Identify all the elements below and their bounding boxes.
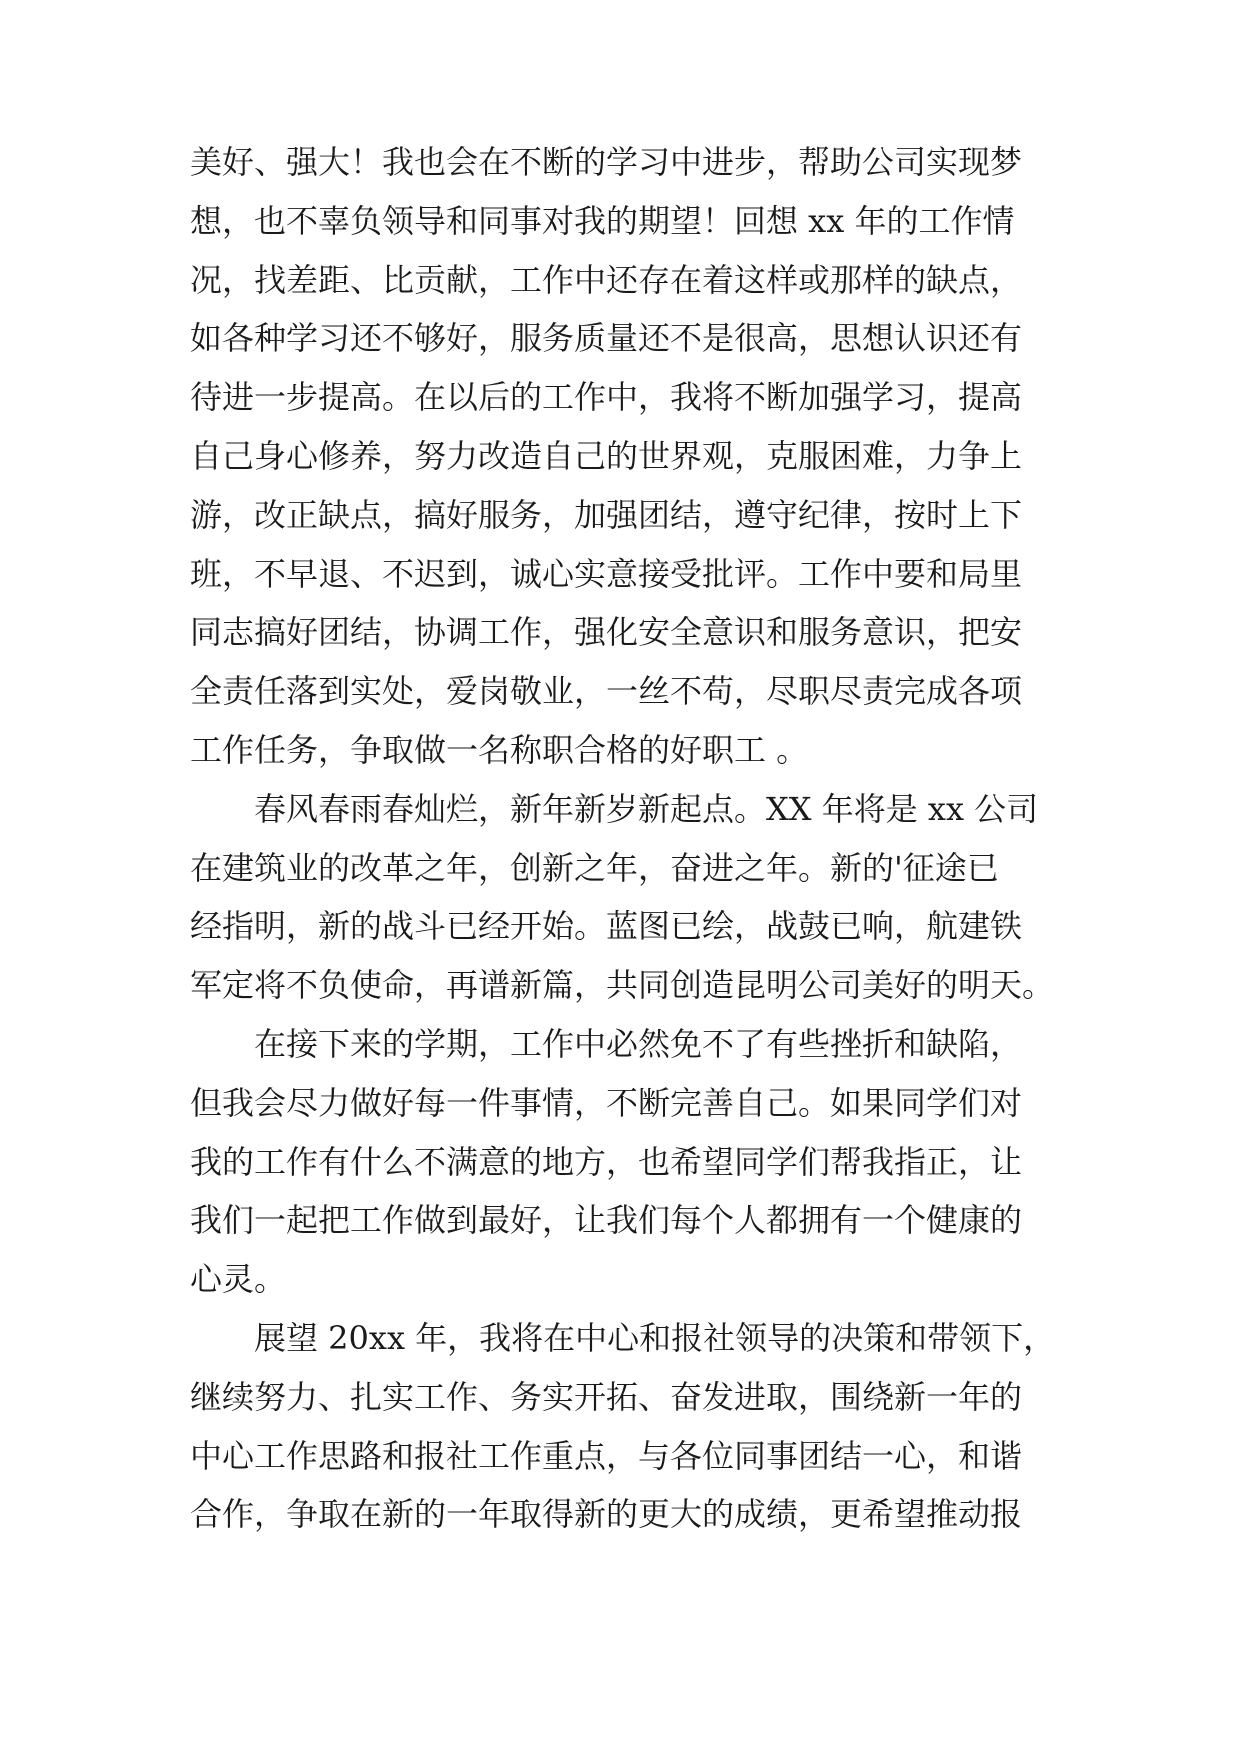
text-line: 但我会尽力做好每一件事情，不断完善自己。如果同学们对 <box>190 1083 1023 1122</box>
text-line: 在接下来的学期，工作中必然免不了有些挫折和缺陷， <box>254 1024 1023 1063</box>
paragraph-4 <box>190 1309 1065 1544</box>
paragraph-3 <box>190 1015 1065 1309</box>
text-line: 全责任落到实处，爱岗敬业，一丝不苟，尽职尽责完成各项 <box>190 672 1023 711</box>
text-line: 展望 20xx 年，我将在中心和报社领导的决策和带领下， <box>254 1318 1056 1357</box>
paragraph-1 <box>190 133 1065 780</box>
text-line: 合作，争取在新的一年取得新的更大的成绩，更希望推动报 <box>190 1495 1023 1534</box>
text-line: 班，不早退、不迟到，诚心实意接受批评。工作中要和局里 <box>190 554 1023 593</box>
text-line: 心灵。 <box>190 1260 287 1299</box>
text-line: 况，找差距、比贡献，工作中还存在着这样或那样的缺点， <box>190 260 1023 299</box>
document-body <box>190 133 1065 1544</box>
text-line: 同志搞好团结，协调工作，强化安全意识和服务意识，把安 <box>190 613 1023 652</box>
text-line: 游，改正缺点，搞好服务，加强团结，遵守纪律，按时上下 <box>190 495 1023 534</box>
text-line: 美好、强大！我也会在不断的学习中进步，帮助公司实现梦 <box>190 143 1023 181</box>
paragraph-2 <box>190 780 1065 1015</box>
text-line: 在建筑业的改革之年，创新之年，奋进之年。新的'征途已 <box>190 848 999 887</box>
text-line: 我们一起把工作做到最好，让我们每个人都拥有一个健康的 <box>190 1201 1023 1240</box>
text-line: 军定将不负使命，再谱新篇，共同创造昆明公司美好的明天。 <box>190 966 1055 1005</box>
text-line: 工作任务，争取做一名称职合格的好职工 。 <box>190 730 809 769</box>
text-line: 我的工作有什么不满意的地方，也希望同学们帮我指正，让 <box>190 1142 1023 1181</box>
text-line: 继续努力、扎实工作、务实开拓、奋发进取，围绕新一年的 <box>190 1377 1023 1416</box>
text-line: 如各种学习还不够好，服务质量还不是很高，思想认识还有 <box>190 319 1023 358</box>
text-line: 想，也不辜负领导和同事对我的期望！回想 xx 年的工作情 <box>190 201 1015 240</box>
text-line: 待进一步提高。在以后的工作中，我将不断加强学习，提高 <box>190 378 1023 417</box>
text-line: 自己身心修养，努力改造自己的世界观，克服困难，力争上 <box>190 436 1023 475</box>
text-line: 经指明，新的战斗已经开始。蓝图已绘，战鼓已响，航建铁 <box>190 907 1023 946</box>
text-line: 中心工作思路和报社工作重点，与各位同事团结一心，和谐 <box>190 1436 1023 1475</box>
text-line: 春风春雨春灿烂，新年新岁新起点。XX 年将是 xx 公司 <box>254 789 1039 828</box>
